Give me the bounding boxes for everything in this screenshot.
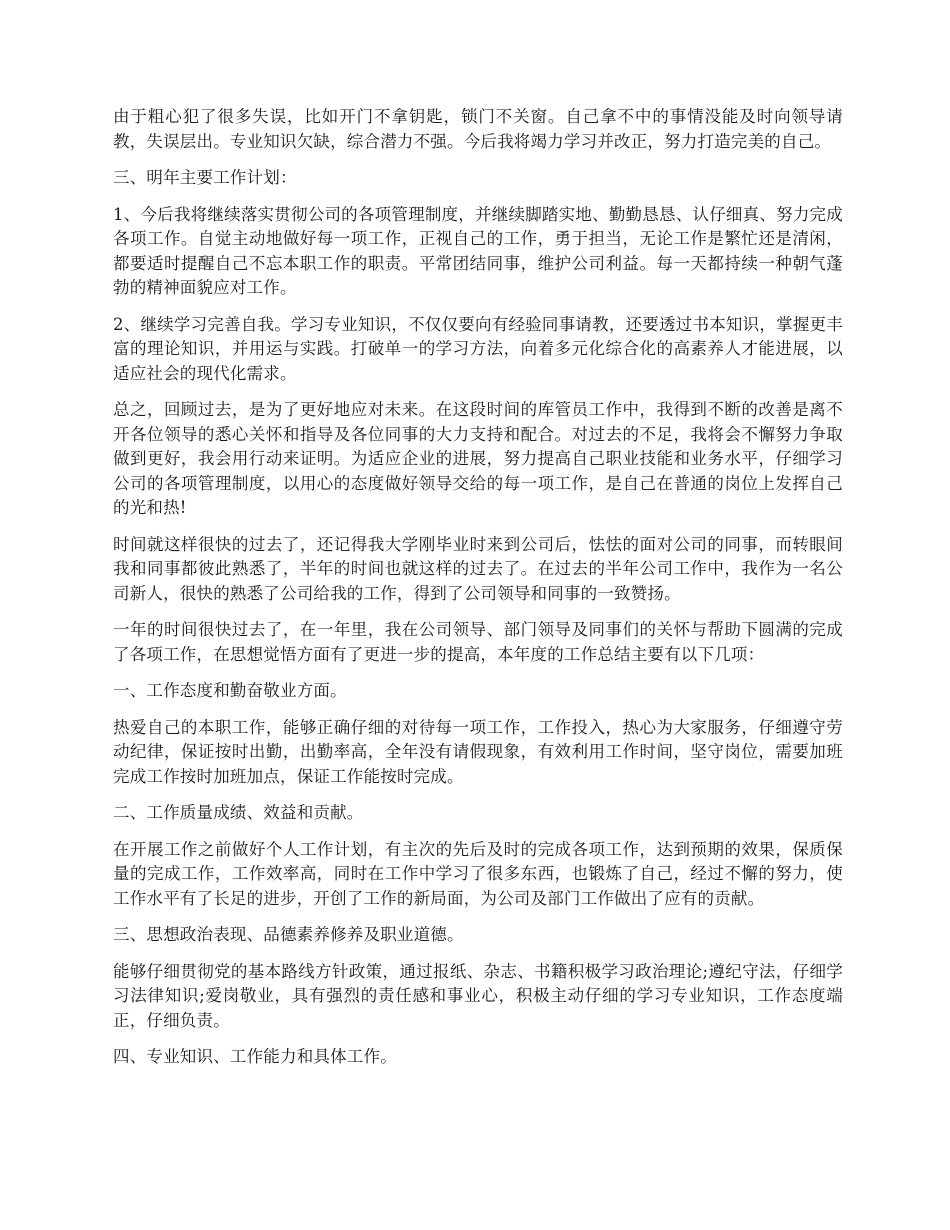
paragraph-conclusion: 总之，回顾过去，是为了更好地应对未来。在这段时间的库管员工作中，我得到不断的改善是离不开各位领导的悉心关怀和指导及各位同事的大力支持和配合。对过去的不足，我将会不懈努力争取做到更好，我会用行动来证明。为适应企业的进展，努力提高自己职业技能和业务水平，仔细学习公司的各项管理制度，以用心的态度做好领导交给的每一项工作，是自己在普通的岗位上发挥自己的光和热!: [113, 400, 843, 517]
document-body: [113, 105, 843, 1082]
heading-work-attitude: 一、工作态度和勤奋敬业方面。: [113, 681, 347, 700]
paragraph-plan-2: 2、继续学习完善自我。学习专业知识，不仅仅要向有经验同事请教，还要透过书本知识，掌握更丰富的理论知识，并用运与实践。打破单一的学习方法，向着多元化综合化的高素养人才能进展，以适应社会的现代化需求。: [113, 314, 843, 383]
paragraph-work-quality: 在开展工作之前做好个人工作计划，有主次的先后及时的完成各项工作，达到预期的效果，保质保量的完成工作，工作效率高，同时在工作中学习了很多东西，也锻炼了自己，经过不懈的努力，使工作水平有了长足的进步，开创了工作的新局面，为公司及部门工作做出了应有的贡献。: [113, 839, 843, 908]
paragraph-half-year: 时间就这样很快的过去了，还记得我大学刚毕业时来到公司后，怯怯的面对公司的同事，而转眼间我和同事都彼此熟悉了，半年的时间也就这样的过去了。在过去的半年公司工作中，我作为一名公司新人，很快的熟悉了公司给我的工作，得到了公司领导和同事的一致赞扬。: [113, 534, 843, 603]
paragraph-work-attitude: 热爱自己的本职工作，能够正确仔细的对待每一项工作，工作投入，热心为大家服务，仔细遵守劳动纪律，保证按时出勤，出勤率高，全年没有请假现象，有效利用工作时间，坚守岗位，需要加班完成工作按时加班加点，保证工作能按时完成。: [113, 717, 843, 786]
heading-work-quality: 二、工作质量成绩、效益和贡献。: [113, 803, 364, 822]
heading-next-year-plan: 三、明年主要工作计划：: [113, 168, 297, 187]
paragraph-one-year: 一年的时间很快过去了，在一年里，我在公司领导、部门领导及同事们的关怀与帮助下圆满的完成了各项工作，在思想觉悟方面有了更进一步的提高，本年度的工作总结主要有以下几项：: [113, 620, 843, 664]
paragraph-political-performance: 能够仔细贯彻党的基本路线方针政策，通过报纸、杂志、书籍积极学习政治理论;遵纪守法，仔细学习法律知识;爱岗敬业，具有强烈的责任感和事业心，积极主动仔细的学习专业知识，工作态度端正，仔细负责。: [113, 961, 843, 1030]
heading-professional-knowledge: 四、专业知识、工作能力和具体工作。: [113, 1047, 397, 1066]
heading-political-performance: 三、思想政治表现、品德素养修养及职业道德。: [113, 925, 464, 944]
paragraph-plan-1: 1、今后我将继续落实贯彻公司的各项管理制度，并继续脚踏实地、勤勤恳恳、认仔细真、努力完成各项工作。自觉主动地做好每一项工作，正视自己的工作，勇于担当，无论工作是繁忙还是清闲，都要适时提醒自己不忘本职工作的职责。平常团结同事，维护公司利益。每一天都持续一种朝气蓬勃的精神面貌应对工作。: [113, 204, 843, 297]
paragraph-mistakes: 由于粗心犯了很多失误，比如开门不拿钥匙，锁门不关窗。自己拿不中的事情没能及时向领导请教，失误层出。专业知识欠缺，综合潜力不强。今后我将竭力学习并改正，努力打造完美的自己。: [113, 107, 843, 151]
